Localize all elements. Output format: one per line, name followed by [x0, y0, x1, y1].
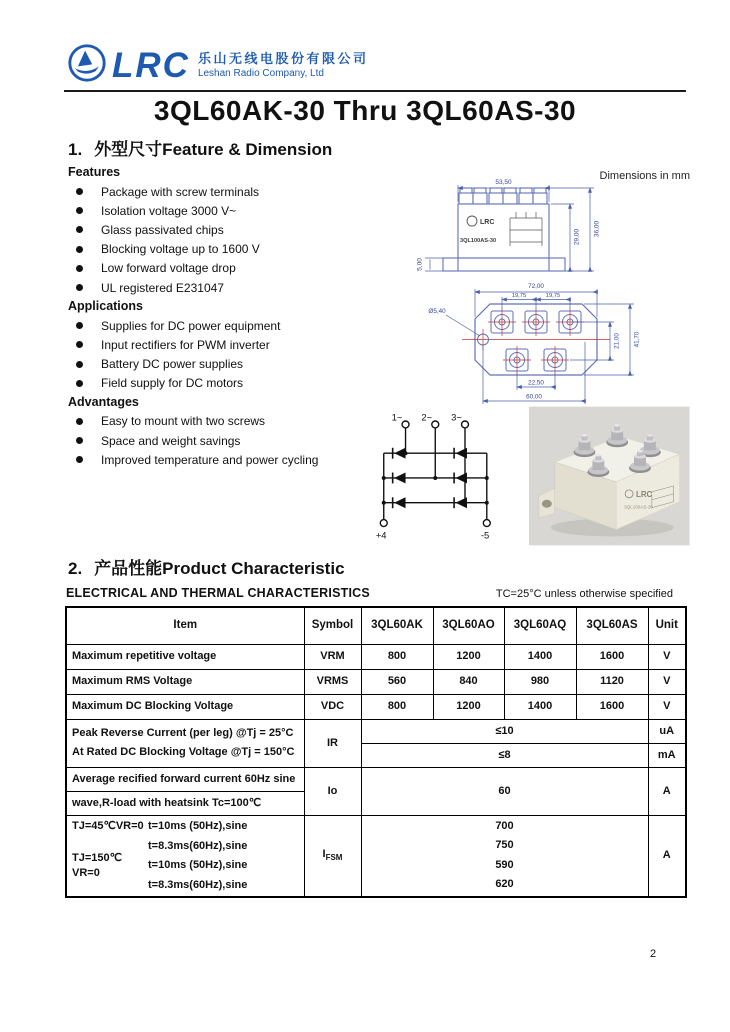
dim-label: 60,00 — [526, 393, 542, 401]
circuit-terminal-label: -5 — [480, 529, 490, 541]
bullet-icon — [76, 380, 83, 387]
company-block — [198, 51, 369, 79]
circuit-terminal-label: 1~ — [391, 411, 403, 423]
bullet-icon — [76, 437, 83, 444]
table-caption — [66, 586, 685, 600]
header-divider — [64, 90, 686, 92]
table-header-row — [66, 607, 686, 644]
dim-label: 21,00 — [613, 333, 621, 349]
top-view-drawing — [410, 278, 688, 410]
characteristics-table — [65, 606, 687, 898]
list-item: Easy to mount with two screws — [68, 412, 398, 431]
bullet-icon — [76, 284, 83, 291]
circuit-and-photo — [356, 406, 690, 548]
bridge-circuit-diagram — [356, 406, 519, 544]
photo-brand-label: LRC — [636, 489, 653, 499]
dim-label: 19,75 — [511, 293, 527, 299]
table-row-io2: wave,R-load with heatsink Tc=100℃ — [66, 791, 686, 815]
section1-heading — [68, 135, 332, 160]
drawing-model-label: 3QL100AS-30 — [460, 238, 497, 244]
list-item: Improved temperature and power cycling — [68, 450, 398, 469]
feature-column — [68, 163, 398, 469]
applications-list — [68, 316, 398, 393]
page-number: 2 — [650, 948, 657, 960]
col-header-item: Item — [66, 607, 304, 644]
photo-model-label: 3QL100AS-30 — [624, 504, 654, 510]
section2-number: 2. — [68, 559, 83, 578]
list-item: Supplies for DC power equipment — [68, 316, 398, 335]
features-list — [68, 182, 398, 297]
drawing-brand-label: LRC — [480, 219, 495, 226]
list-item: Field supply for DC motors — [68, 374, 398, 393]
page-title: 3QL60AK-30 Thru 3QL60AS-30 — [153, 95, 577, 126]
table-row: Maximum RMS Voltage VRMS 560 840 980 1120 V — [66, 669, 686, 694]
table-condition: TC=25°C unless otherwise specified — [495, 588, 673, 600]
col-header-model: 3QL60AQ — [504, 607, 576, 644]
table-row-ir: Peak Reverse Current (per leg) @Tj = 25°C At Rated DC Blocking Voltage @Tj = 150°C IR ≤10 uA — [66, 719, 686, 743]
list-item: Blocking voltage up to 1600 V — [68, 240, 398, 259]
section1-title: 外型尺寸Feature & Dimension — [94, 140, 333, 159]
dim-label: 41,70 — [633, 331, 641, 348]
bullet-icon — [76, 322, 83, 329]
bullet-icon — [76, 456, 83, 463]
bullet-icon — [76, 246, 83, 253]
list-item: Space and weight savings — [68, 431, 398, 450]
bullet-icon — [76, 226, 83, 233]
bullet-icon — [76, 265, 83, 272]
dim-label: 19,75 — [545, 293, 561, 299]
table-title: ELECTRICAL AND THERMAL CHARACTERISTICS — [66, 586, 370, 600]
bullet-icon — [76, 361, 83, 368]
front-view-drawing — [408, 174, 686, 278]
bullet-icon — [76, 188, 83, 195]
col-header-symbol: Symbol — [304, 607, 361, 644]
list-item: Isolation voltage 3000 V~ — [68, 201, 398, 220]
features-title: Features — [68, 165, 121, 179]
col-header-unit: Unit — [648, 607, 686, 644]
advantages-title: Advantages — [68, 394, 139, 409]
list-item: Low forward voltage drop — [68, 259, 398, 278]
col-header-model: 3QL60AK — [361, 607, 433, 644]
table-row-io: Average recified forward current 60Hz sine Io 60 A — [66, 767, 686, 791]
section2-heading — [68, 554, 345, 579]
list-item: Input rectifiers for PWM inverter — [68, 335, 398, 354]
bullet-icon — [76, 418, 83, 425]
table-row-ir2: ≤8 mA — [66, 743, 686, 767]
product-photo — [529, 406, 690, 546]
table-row: Maximum DC Blocking Voltage VDC 800 1200 1400 1600 V — [66, 694, 686, 719]
applications-title: Applications — [68, 299, 144, 314]
dim-label: Ø5,40 — [428, 308, 446, 315]
col-header-model: 3QL60AO — [433, 607, 504, 644]
dim-label: 36,00 — [593, 220, 601, 238]
logo-text: LRC — [112, 46, 190, 85]
circuit-terminal-label: +4 — [375, 529, 387, 541]
dimension-drawings — [408, 158, 690, 410]
list-item: Battery DC power supplies — [68, 355, 398, 374]
list-item: UL registered E231047 — [68, 278, 398, 297]
dim-label: 53,50 — [495, 179, 512, 186]
col-header-model: 3QL60AS — [576, 607, 648, 644]
section1-number: 1. — [68, 140, 83, 159]
circuit-terminal-label: 3~ — [451, 411, 462, 423]
bullet-icon — [76, 341, 83, 348]
company-name-cn: 乐山无线电股份有限公司 — [197, 51, 369, 67]
list-item: Glass passivated chips — [68, 220, 398, 239]
dim-label: 5,00 — [416, 258, 424, 271]
table-row: Maximum repetitive voltage VRM 800 1200 1400 1600 V — [66, 644, 686, 669]
lrc-logo-icon — [66, 42, 108, 89]
header — [66, 42, 368, 89]
dim-label: 72,00 — [528, 283, 544, 290]
advantages-list — [68, 412, 398, 470]
section2-title: 产品性能Product Characteristic — [94, 559, 345, 578]
list-item: Package with screw terminals — [68, 182, 398, 201]
circuit-terminal-label: 2~ — [421, 411, 433, 423]
dim-label: 29,00 — [573, 228, 581, 246]
dimensions-note: Dimensions in mm — [599, 170, 690, 182]
bullet-icon — [76, 207, 83, 214]
dim-label: 22,50 — [528, 379, 544, 387]
company-name-en: Leshan Radio Company, Ltd — [197, 67, 324, 79]
table-row-ifsm: TJ=45℃VR=0 t=10ms (50Hz),sine t=8.3ms(60Hz),sine TJ=150℃ VR=0 t=10ms (50Hz),sine t=8.3ms(60Hz),sine $I_{FSM}$ 700 750 590 620 A — [66, 815, 686, 897]
